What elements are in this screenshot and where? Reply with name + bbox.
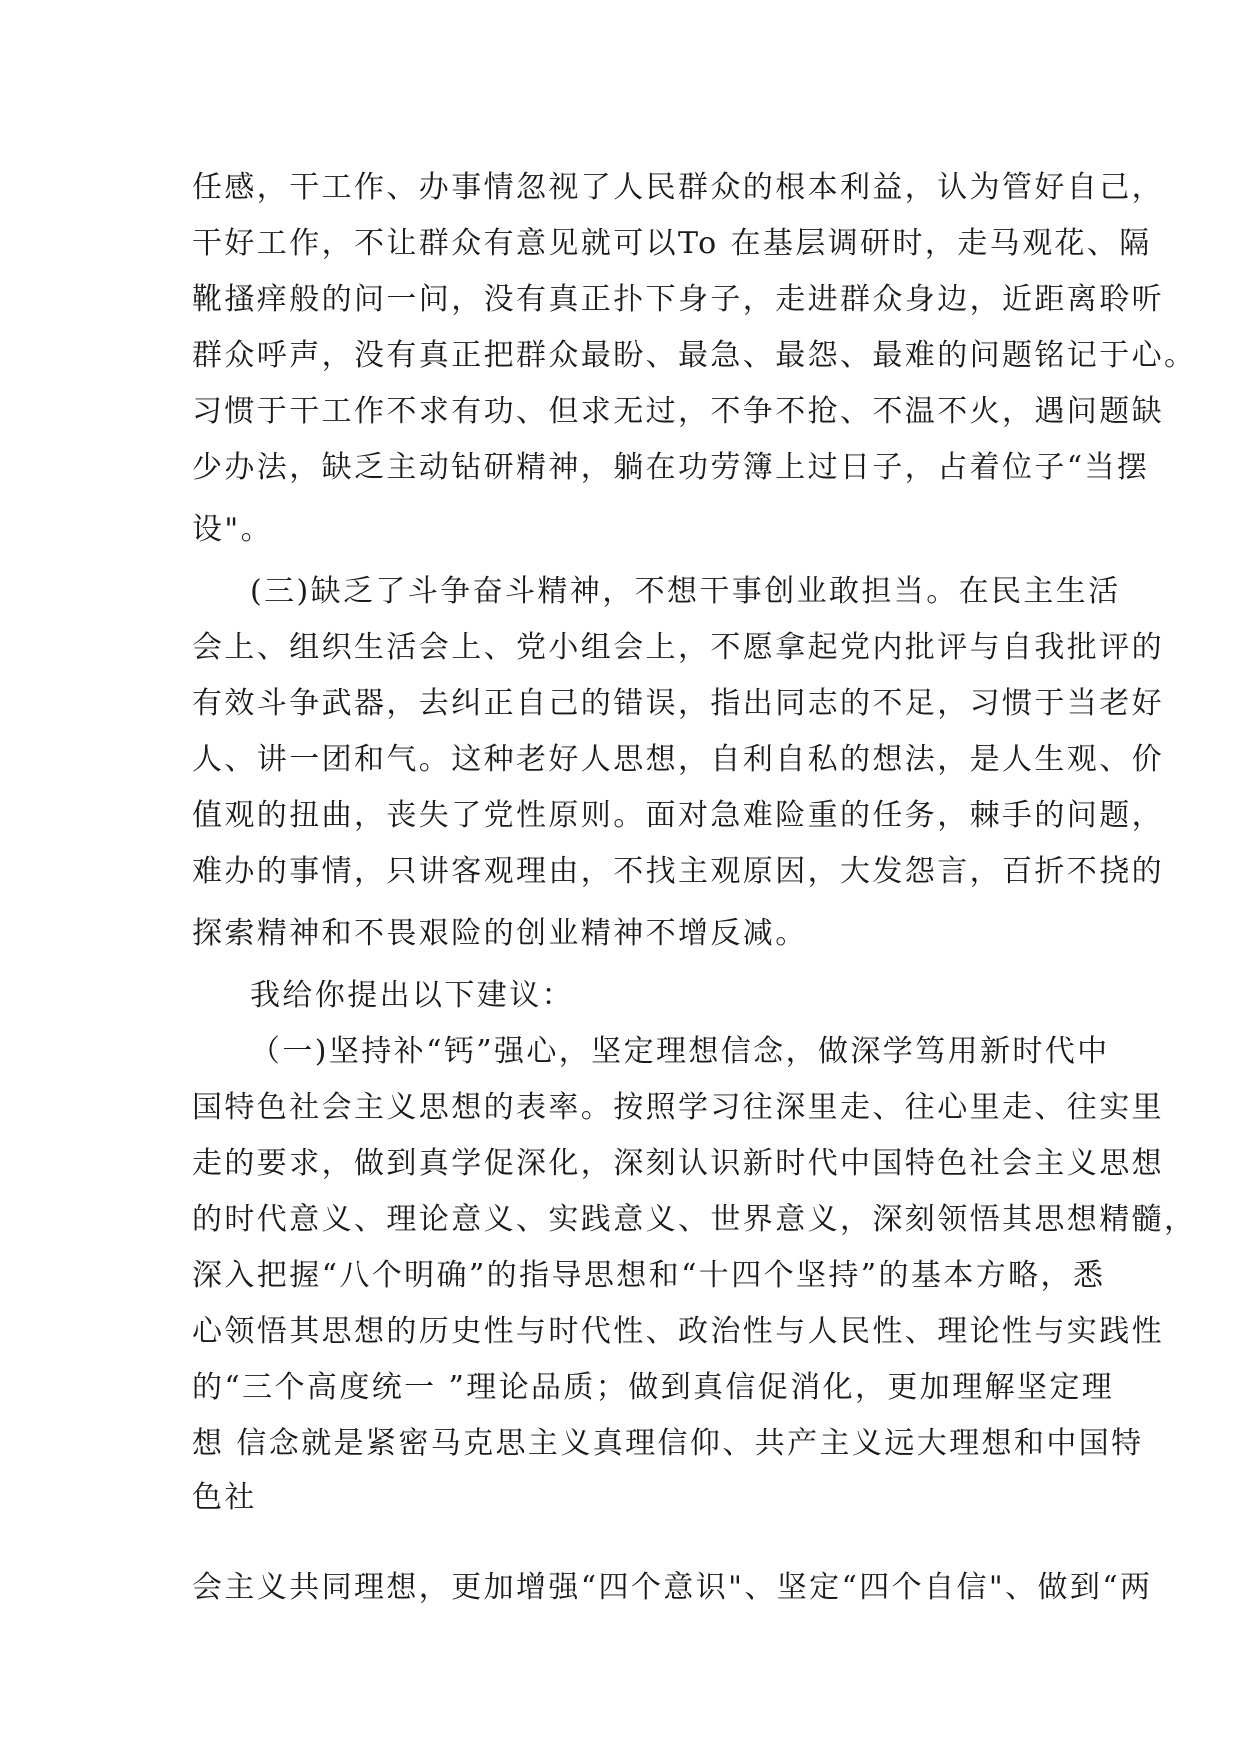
text-line: 会主义共同理想，更加增强“四个意识"、坚定“四个自信"、做到“两 [192,1570,1153,1605]
paragraph-heading-one: （一)坚持补“钙”强心，坚定理想信念，做深学笃用新时代中 [250,1034,1110,1069]
text-line: 值观的扭曲，丧失了党性原则。面对急难险重的任务，棘手的问题， [192,798,1164,833]
text-line: 心领悟其思想的历史性与时代性、政治性与人民性、理论性与实践性 [192,1314,1164,1349]
text-line: 的“三个高度统一 ”理论品质；做到真信促消化，更加理解坚定理 [192,1370,1115,1405]
text-line: 国特色社会主义思想的表率。按照学习往深里走、往心里走、往实里 [192,1090,1164,1125]
text-line: 习惯于干工作不求有功、但求无过，不争不抢、不温不火，遇问题缺 [192,394,1164,429]
text-line: 靴搔痒般的问一问，没有真正扑下身子，走进群众身边，近距离聆听 [192,282,1164,317]
text-line: 人、讲一团和气。这种老好人思想，自利自私的想法，是人生观、价 [192,742,1164,777]
text-line: 任感，干工作、办事情忽视了人民群众的根本利益，认为管好自己， [192,170,1164,205]
text-line: 走的要求，做到真学促深化，深刻认识新时代中国特色社会主义思想 [192,1146,1164,1181]
text-line: 难办的事情，只讲客观理由，不找主观原因，大发怨言，百折不挠的 [192,854,1164,889]
text-line: 会上、组织生活会上、党小组会上，不愿拿起党内批评与自我批评的 [192,630,1164,665]
text-line: 群众呼声，没有真正把群众最盼、最急、最怨、最难的问题铭记于心。 [192,338,1197,373]
text-line: 想 信念就是紧密马克思主义真理信仰、共产主义远大理想和中国特 [192,1426,1144,1461]
text-line: 干好工作，不让群众有意见就可以To 在基层调研时，走马观花、隔 [192,226,1152,261]
text-line: 设"。 [192,512,273,547]
text-line: 有效斗争武器，去纠正自己的错误，指出同志的不足，习惯于当老好 [192,686,1164,721]
text-line: 深入把握“八个明确”的指导思想和“十四个坚持”的基本方略，悉 [192,1258,1106,1293]
paragraph-heading-three: (三)缺乏了斗争奋斗精神，不想干事创业敢担当。在民主生活 [250,574,1121,609]
text-line: 的时代意义、理论意义、实践意义、世界意义，深刻领悟其思想精髓， [192,1202,1197,1237]
text-line: 色社 [192,1480,257,1515]
text-line: 探索精神和不畏艰险的创业精神不增反减。 [192,916,808,951]
text-line: 少办法，缺乏主动钻研精神，躺在功劳簿上过日子，占着位子“当摆 [192,450,1150,485]
suggestion-intro: 我给你提出以下建议： [250,978,574,1013]
